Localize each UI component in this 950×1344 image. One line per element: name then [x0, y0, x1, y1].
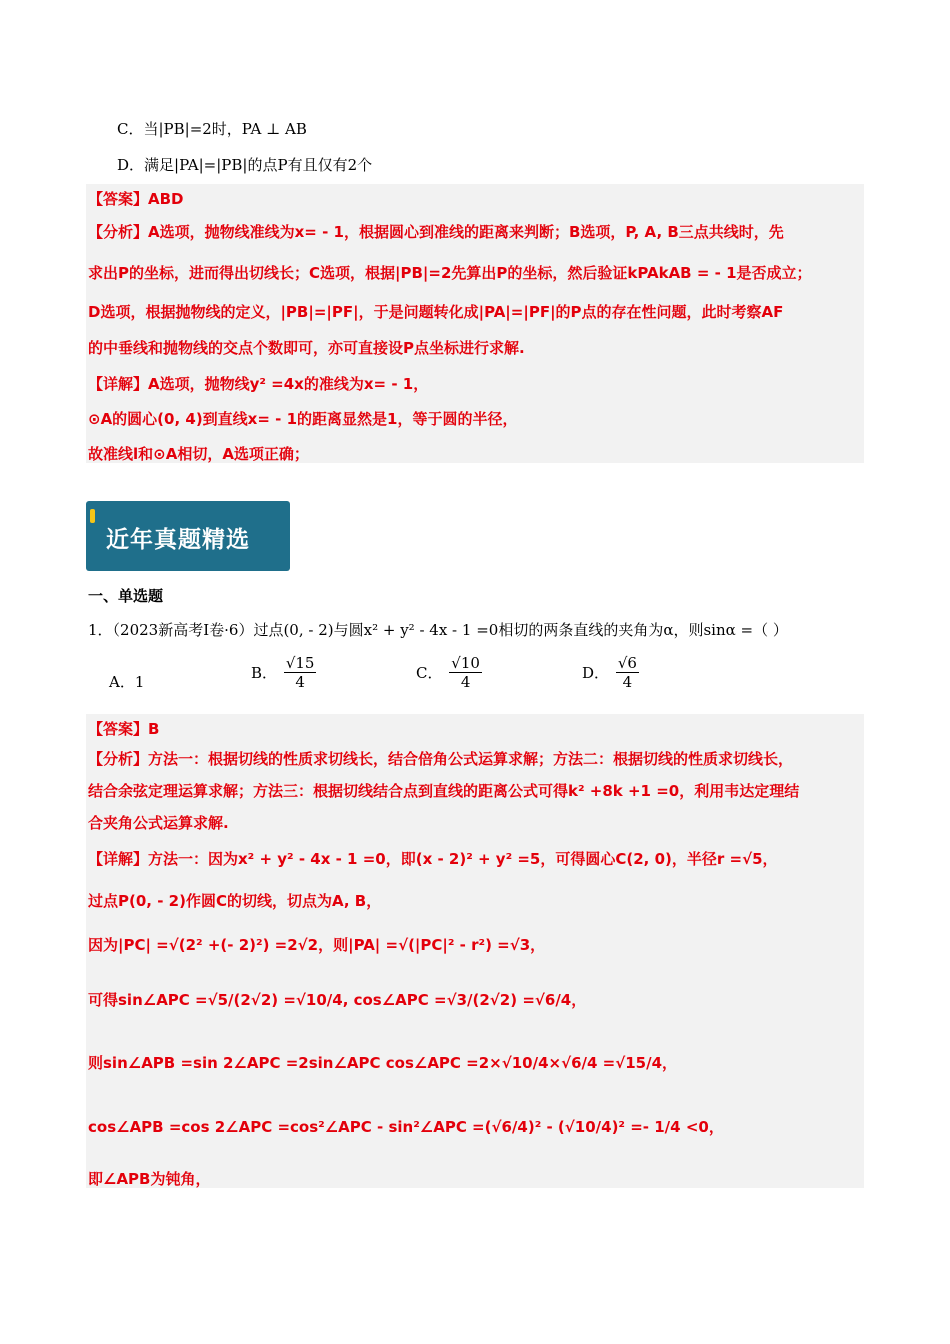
- choice-a: [109, 671, 144, 692]
- banner-title: 近年真题精选: [106, 527, 250, 553]
- section-heading: 一、单选题: [88, 587, 164, 605]
- choice-b: [251, 654, 318, 691]
- analysis-2-line-1: 【分析】方法一：根据切线的性质求切线长，结合倍角公式运算求解；方法二：根据切线的性质求切线长，: [88, 750, 794, 768]
- detail-2-line-5: 则sin∠APB =sin 2∠APC =2sin∠APC cos∠APC =2×√10/4×√6/4 =√15/4，: [88, 1054, 678, 1072]
- analysis-1-line-1: 【分析】A选项，抛物线准线为x= - 1，根据圆心到准线的距离来判断；B选项，P, A, B三点共线时，先: [88, 223, 784, 241]
- choice-d: [582, 654, 641, 691]
- choice-b-denominator: 4: [295, 673, 305, 691]
- detail-1-line-3: 故准线l和⊙A相切，A选项正确；: [88, 445, 309, 463]
- section-banner: [86, 501, 290, 571]
- detail-1-line-1: 【详解】A选项，抛物线y² =4x的准线为x= - 1，: [88, 375, 429, 393]
- question-stem: 1．（2023新高考Ⅰ卷·6）过点(0, - 2)与圆x² + y² - 4x - 1 =0相切的两条直线的夹角为α，则sinα =（ ）: [88, 621, 788, 639]
- detail-2-line-6: cos∠APB =cos 2∠APC =cos²∠APC - sin²∠APC =(√6/4)² - (√10/4)² =- 1/4 <0，: [88, 1118, 724, 1136]
- analysis-1-line-4: 的中垂线和抛物线的交点个数即可，亦可直接设P点坐标进行求解.: [88, 339, 525, 357]
- answer-tag-2: 【答案】B: [88, 720, 160, 738]
- detail-2-line-4: 可得sin∠APC =√5/(2√2) =√10/4, cos∠APC =√3/(2√2) =√6/4，: [88, 991, 587, 1009]
- answer-block-1: [86, 184, 864, 463]
- choice-a-value: 1: [134, 673, 145, 691]
- analysis-2-line-3: 合夹角公式运算求解.: [88, 814, 229, 832]
- banner-accent: [90, 509, 95, 523]
- choice-d-denominator: 4: [622, 673, 633, 691]
- detail-2-line-2: 过点P(0, - 2)作圆C的切线，切点为A, B，: [88, 892, 382, 910]
- detail-2-line-1: 【详解】方法一：因为x² + y² - 4x - 1 =0，即(x - 2)² + y² =5，可得圆心C(2, 0)，半径r =√5，: [88, 850, 778, 868]
- choice-c-label: C．: [416, 664, 443, 682]
- detail-1-line-2: ⊙A的圆心(0, 4)到直线x= - 1的距离显然是1，等于圆的半径，: [88, 410, 518, 428]
- choice-d-numerator: √6: [617, 654, 637, 672]
- choice-b-label: B．: [251, 664, 278, 682]
- analysis-2-line-2: 结合余弦定理运算求解；方法三：根据切线结合点到直线的距离公式可得k² +8k +1 =0，利用韦达定理结: [88, 782, 800, 800]
- choice-c: [416, 654, 484, 691]
- choice-d-label: D．: [582, 664, 610, 682]
- analysis-1-line-3: D选项，根据抛物线的定义，|PB|=|PF|，于是问题转化成|PA|=|PF|的P点的存在性问题，此时考察AF: [88, 303, 784, 321]
- choice-c-numerator: √10: [451, 654, 480, 672]
- choice-b-numerator: √15: [285, 654, 315, 672]
- choice-c-denominator: 4: [460, 673, 471, 691]
- answer-block-2: [86, 714, 864, 1188]
- option-c: C．当|PB|=2时，PA ⊥ AB: [117, 120, 307, 138]
- answer-tag-1: 【答案】ABD: [88, 190, 184, 208]
- detail-2-line-3: 因为|PC| =√(2² +(- 2)²) =2√2，则|PA| =√(|PC|² - r²) =√3，: [88, 936, 546, 954]
- option-d: D．满足|PA|=|PB|的点P有且仅有2个: [117, 156, 373, 174]
- detail-2-line-7: 即∠APB为钝角，: [88, 1170, 211, 1188]
- choice-a-label: A．: [109, 673, 135, 691]
- analysis-1-line-2: 求出P的坐标，进而得出切线长；C选项，根据|PB|=2先算出P的坐标，然后验证kPAkAB = - 1是否成立；: [88, 264, 812, 282]
